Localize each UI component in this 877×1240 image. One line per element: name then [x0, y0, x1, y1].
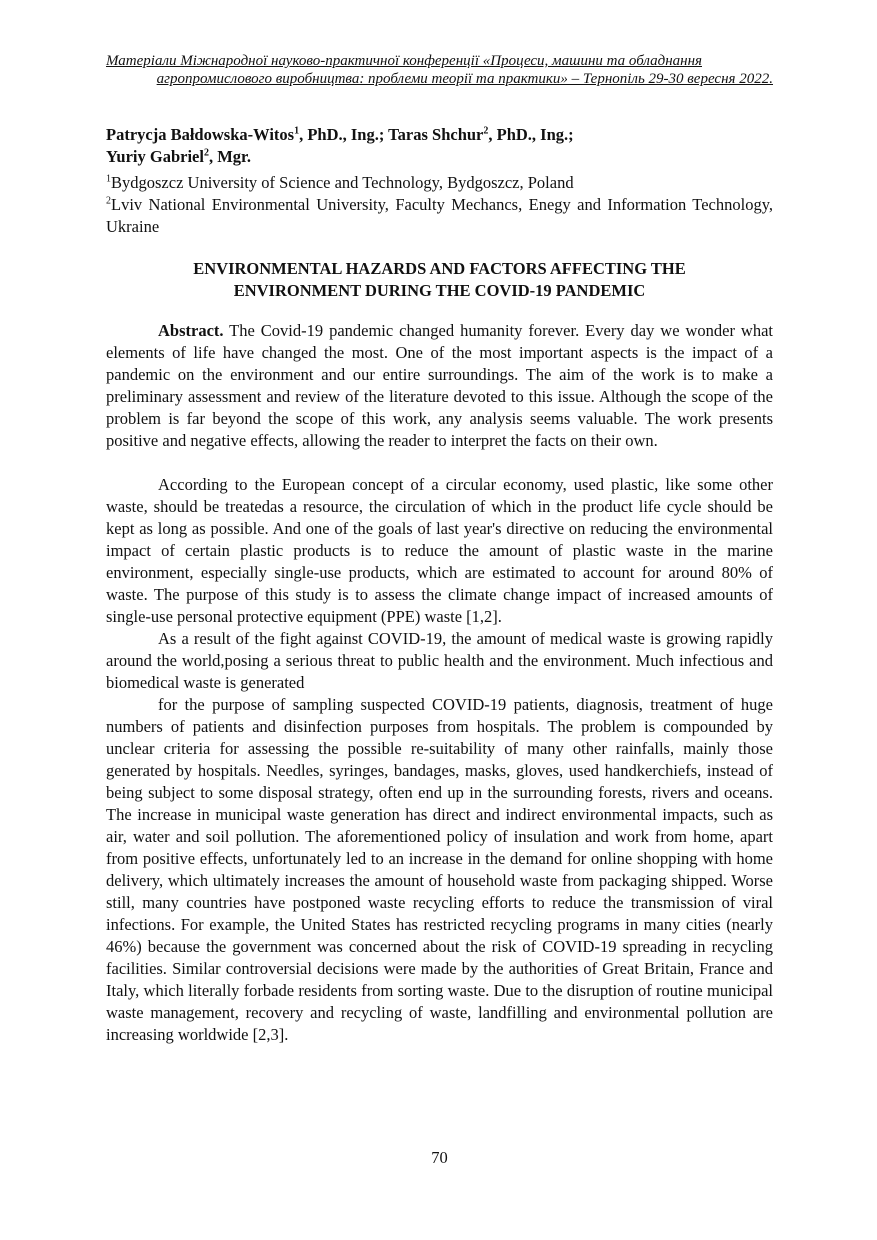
header-line-2: агропромислового виробництва: проблеми теорії та практики» – Тернопіль 29-30 вересня 2022. — [156, 71, 773, 87]
title-line-2: ENVIRONMENT DURING THE COVID-19 PANDEMIC — [233, 281, 646, 300]
body-text — [106, 320, 773, 1046]
affiliation-1 — [106, 172, 773, 194]
affiliation-text-2: Lviv National Environmental University, Faculty Mechancs, Enegy and Information Technology, Ukraine — [106, 195, 773, 236]
author-name-2: Taras Shchur — [388, 125, 484, 144]
body-paragraph-1: According to the European concept of a circular economy, used plastic, like some other waste, should be treatedas a resource, the circulation of which in the product life cycle should be kept as long as possible. And one of the goals of last year's directive on reducing the environmental impact of certain plastic products is to reduce the amount of plastic waste in the marine environment, especially single-use products, which are estimated to account for around 80% of waste. The purpose of this study is to assess the climate change impact of increased amounts of single-use personal protective equipment (PPE) waste [1,2]. — [106, 475, 773, 626]
affiliation-list — [106, 172, 773, 238]
author-affil-3: 2 — [203, 147, 209, 159]
affiliation-text-1: Bydgoszcz University of Science and Technology, Bydgoszcz, Poland — [111, 173, 574, 192]
author-degree-2: , PhD., Ing.; — [488, 125, 574, 144]
abstract-paragraph — [106, 320, 773, 452]
abstract-text: The Covid-19 pandemic changed humanity forever. Every day we wonder what elements of life have changed the most. One of the most important aspects is the impact of a pandemic on the environment and our entire surroundings. The aim of the work is to make a preliminary assessment and review of the literature devoted to this issue. Although the scope of the problem is far beyond the scope of this work, any analysis seems valuable. The work presents positive and negative effects, allowing the reader to interpret the facts on their own. — [106, 321, 773, 450]
header-line-1: Матеріали Міжнародної науково-практичної конференції «Процеси, машини та обладнання — [106, 53, 702, 69]
page-number: 70 — [431, 1148, 448, 1167]
paper-title — [106, 258, 773, 302]
abstract-label: Abstract. — [158, 321, 224, 340]
title-line-1: ENVIRONMENTAL HAZARDS AND FACTORS AFFECTING THE — [193, 259, 686, 278]
author-degree-3: , Mgr. — [208, 147, 251, 166]
body-paragraph-3: for the purpose of sampling suspected COVID-19 patients, diagnosis, treatment of huge numbers of patients and disinfection purposes from hospitals. The problem is compounded by unclear criteria for assessing the possible re-suitability of many other rainfalls, mainly those generated by hospitals. Needles, syringes, bandages, masks, gloves, used handkerchiefs, instead of being subject to some disposal strategy, often end up in the surrounding forests, rivers and oceans. The increase in municipal waste generation has direct and indirect environmental impacts, such as air, water and soil pollution. The aforementioned policy of insulation and work from home, apart from positive effects, unfortunately led to an increase in the demand for online shopping with home delivery, which ultimately increases the amount of household waste from packaging shipped. Worse still, many countries have postponed waste recycling efforts to reduce the transmission of viral infections. For example, the United States has restricted recycling programs in many cities (nearly 46%) because the government was concerned about the risk of COVID-19 spreading in recycling facilities. Similar controversial decisions were made by the authorities of Great Britain, France and Italy, which literally forbade residents from sorting waste. Due to the disruption of routine municipal waste management, recovery and recycling of waste, landfilling and environmental pollution are increasing worldwide [2,3]. — [106, 695, 773, 1044]
running-header — [106, 52, 773, 88]
author-affil-2: 2 — [483, 125, 489, 137]
author-affil-1: 1 — [294, 125, 300, 137]
body-paragraph-2: As a result of the fight against COVID-19, the amount of medical waste is growing rapidly around the world,posing a serious threat to public health and the environment. Much infectious and biomedical waste is generated — [106, 629, 773, 692]
author-name-1: Patrycja Bałdowska-Witos — [106, 125, 295, 144]
author-line-2 — [106, 146, 773, 168]
author-name-3: Yuriy Gabriel — [106, 147, 204, 166]
affiliation-marker-1: 1 — [106, 173, 111, 185]
author-degree-1: , PhD., Ing.; — [299, 125, 389, 144]
author-list — [106, 124, 773, 168]
author-line-1 — [106, 124, 773, 146]
affiliation-2 — [106, 194, 773, 238]
affiliation-marker-2: 2 — [106, 195, 111, 207]
